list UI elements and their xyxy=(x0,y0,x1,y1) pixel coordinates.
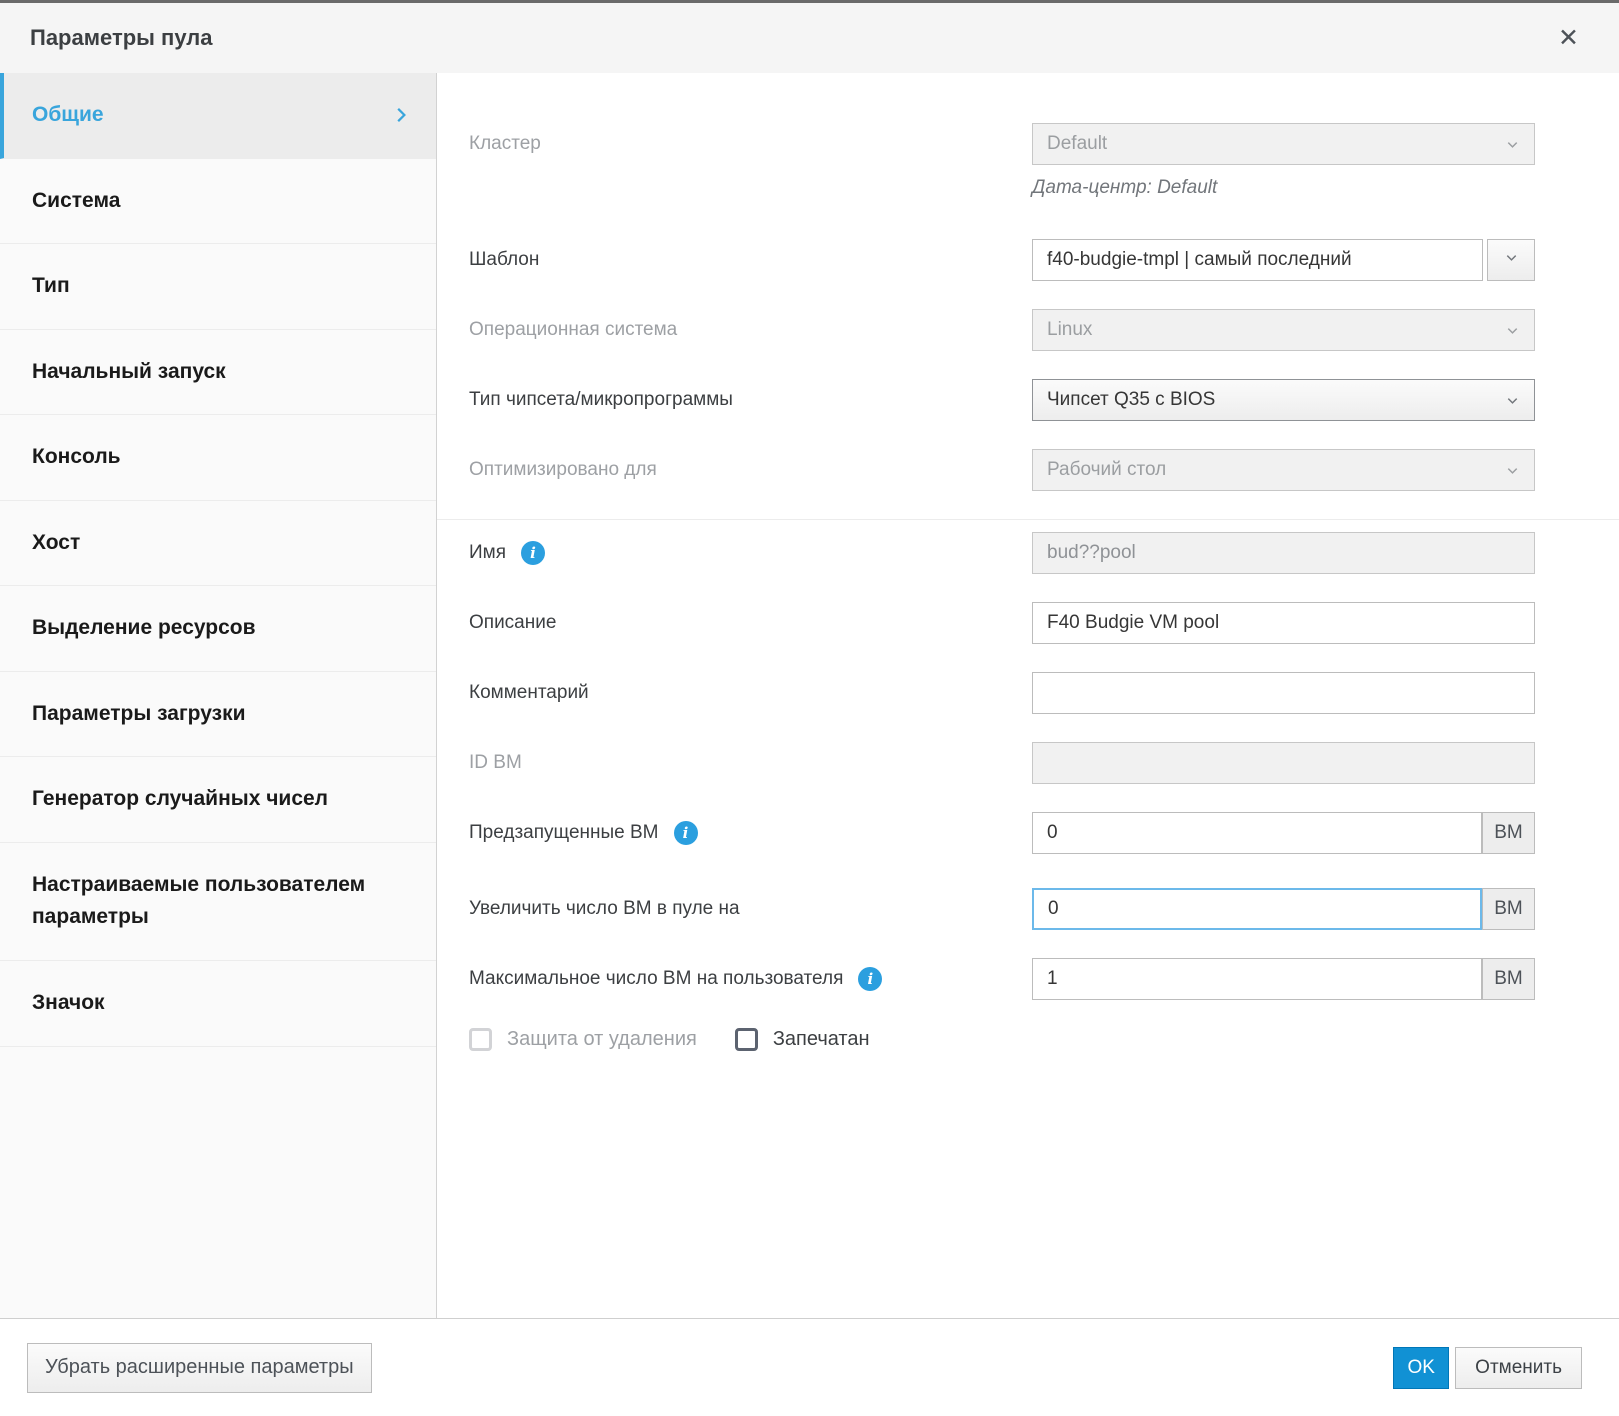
vm-suffix-addon: ВМ xyxy=(1482,888,1535,930)
section-divider xyxy=(437,519,1619,520)
sidebar-item-label: Значок xyxy=(32,991,105,1015)
chipset-select[interactable] xyxy=(1032,379,1535,421)
comment-label: Комментарий xyxy=(469,682,589,703)
chipset-value: Чипсет Q35 с BIOS xyxy=(1047,389,1216,410)
prestarted-vms-label: Предзапущенные ВМ xyxy=(469,822,659,843)
optimized-for-value: Рабочий стол xyxy=(1047,459,1167,480)
name-row xyxy=(469,532,1535,574)
vm-suffix-addon: ВМ xyxy=(1482,812,1535,854)
sidebar-item-system[interactable] xyxy=(0,159,436,245)
ok-button[interactable]: OK xyxy=(1393,1347,1449,1389)
delete-protection-checkbox-group xyxy=(469,1028,697,1051)
dialog-footer xyxy=(0,1318,1619,1416)
os-value: Linux xyxy=(1047,319,1093,340)
close-icon: ✕ xyxy=(1558,23,1579,52)
sidebar-item-label: Настраиваемые пользователем параметры xyxy=(32,872,366,929)
os-label: Операционная система xyxy=(469,319,678,340)
sidebar-item-label: Консоль xyxy=(32,445,121,469)
dialog-body xyxy=(0,73,1619,1318)
vm-id-input xyxy=(1032,742,1535,784)
max-vms-per-user-input[interactable] xyxy=(1032,958,1482,1000)
sealed-label: Запечатан xyxy=(772,1028,870,1050)
sidebar-item-label: Начальный запуск xyxy=(32,359,226,383)
sidebar-item-type[interactable] xyxy=(0,244,436,330)
cluster-row xyxy=(469,123,1535,199)
comment-row xyxy=(469,672,1535,714)
sidebar-item-host[interactable] xyxy=(0,501,436,587)
sealed-checkbox[interactable] xyxy=(735,1028,758,1051)
sidebar-item-label: Параметры загрузки xyxy=(32,701,246,725)
comment-input[interactable] xyxy=(1032,672,1535,714)
template-input[interactable] xyxy=(1032,239,1483,281)
prestarted-vms-row xyxy=(469,812,1535,854)
template-dropdown-button[interactable] xyxy=(1487,239,1535,281)
sidebar-item-label: Тип xyxy=(32,274,70,298)
os-row xyxy=(469,309,1535,351)
chevron-down-icon xyxy=(1505,323,1520,338)
delete-protection-label: Защита от удаления xyxy=(507,1028,697,1050)
prestarted-vms-input[interactable] xyxy=(1032,812,1482,854)
optimized-for-select xyxy=(1032,449,1535,491)
sidebar-item-icon[interactable] xyxy=(0,961,436,1047)
chevron-down-icon xyxy=(1505,463,1520,478)
cluster-select xyxy=(1032,123,1535,165)
checkbox-row xyxy=(469,1028,1535,1051)
max-vms-per-user-row xyxy=(469,958,1535,1000)
cancel-button[interactable]: Отменить xyxy=(1455,1347,1582,1389)
name-label: Имя xyxy=(469,542,507,563)
vm-id-label: ID ВМ xyxy=(469,752,522,773)
dialog-header xyxy=(0,3,1619,73)
name-input xyxy=(1032,532,1535,574)
info-icon[interactable]: i xyxy=(674,821,698,845)
sidebar-item-label: Генератор случайных чисел xyxy=(32,787,329,811)
toggle-advanced-button[interactable]: Убрать расширенные параметры xyxy=(27,1343,372,1393)
sidebar-item-console[interactable] xyxy=(0,415,436,501)
delete-protection-checkbox xyxy=(469,1028,492,1051)
chevron-down-icon xyxy=(1504,250,1519,270)
description-row xyxy=(469,602,1535,644)
chipset-row xyxy=(469,379,1535,421)
increase-vms-label: Увеличить число ВМ в пуле на xyxy=(469,898,740,919)
info-icon[interactable]: i xyxy=(858,967,882,991)
chipset-label: Тип чипсета/микропрограммы xyxy=(469,389,733,410)
template-label: Шаблон xyxy=(469,249,540,270)
close-button[interactable] xyxy=(1554,22,1583,55)
vm-id-row xyxy=(469,742,1535,784)
template-row xyxy=(469,239,1535,281)
datacenter-hint: Дата-центр: Default xyxy=(1032,177,1218,198)
info-icon[interactable]: i xyxy=(521,541,545,565)
sidebar-item-boot-options[interactable] xyxy=(0,672,436,758)
sidebar-item-label: Система xyxy=(32,188,121,212)
sidebar-item-label: Выделение ресурсов xyxy=(32,616,256,640)
increase-vms-input[interactable] xyxy=(1032,888,1482,930)
sidebar-item-label: Хост xyxy=(32,530,81,554)
description-input[interactable] xyxy=(1032,602,1535,644)
increase-vms-row xyxy=(469,888,1535,930)
chevron-down-icon xyxy=(1505,393,1520,408)
sidebar-item-general[interactable] xyxy=(0,73,436,159)
description-label: Описание xyxy=(469,612,557,633)
chevron-down-icon xyxy=(1505,137,1520,152)
sealed-checkbox-group[interactable] xyxy=(735,1028,870,1051)
max-vms-per-user-label: Максимальное число ВМ на пользователя xyxy=(469,968,844,989)
dialog-title: Параметры пула xyxy=(30,25,213,50)
sidebar-item-label: Общие xyxy=(32,103,104,126)
cluster-value: Default xyxy=(1047,133,1108,154)
general-form xyxy=(437,73,1619,1318)
vm-suffix-addon: ВМ xyxy=(1482,958,1535,1000)
sidebar-item-random-generator[interactable] xyxy=(0,757,436,843)
cluster-label: Кластер xyxy=(469,133,541,154)
os-select xyxy=(1032,309,1535,351)
chevron-right-icon xyxy=(392,104,410,126)
sidebar-item-custom-properties[interactable] xyxy=(0,843,436,961)
sidebar-item-resource-allocation[interactable] xyxy=(0,586,436,672)
sidebar-item-initial-run[interactable] xyxy=(0,330,436,416)
optimized-for-label: Оптимизировано для xyxy=(469,459,657,480)
sidebar xyxy=(0,73,437,1318)
optimized-for-row xyxy=(469,449,1535,491)
